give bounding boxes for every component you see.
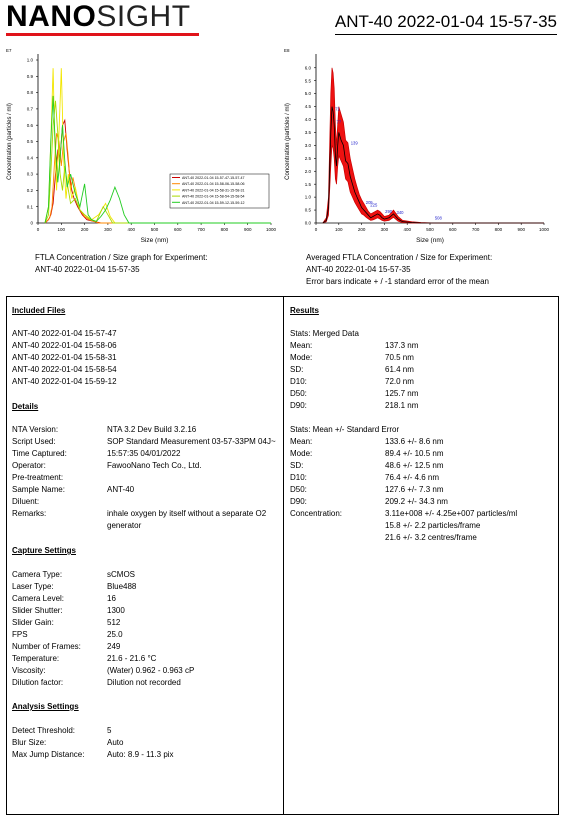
capture-value: sCMOS — [107, 570, 135, 579]
analysis-label: Blur Size: — [12, 738, 47, 747]
included-file: ANT-40 2022-01-04 15-58-54 — [12, 365, 117, 374]
y-tick-label: 0.3 — [26, 171, 33, 177]
capture-value: 1300 — [107, 606, 125, 615]
details-label: Diluent: — [12, 497, 40, 506]
details-value: inhale oxygen by itself without a separate O2 — [107, 509, 267, 518]
capture-label: Camera Type: — [12, 570, 63, 579]
x-tick-label: 700 — [471, 227, 480, 232]
y-tick-label: 3.0 — [304, 142, 311, 148]
x-tick-label: 500 — [150, 227, 159, 232]
x-tick-label: 100 — [335, 227, 343, 232]
capture-value: Dilution not recorded — [107, 678, 181, 687]
y-tick-label: 0.5 — [304, 207, 311, 213]
y-tick-label: 0.7 — [26, 106, 33, 112]
x-tick-label: 800 — [494, 227, 503, 232]
y-tick-label: 0.0 — [304, 220, 311, 226]
x-tick-label: 800 — [220, 227, 229, 232]
details-label: Script Used: — [12, 437, 56, 446]
nanosight-logo — [6, 2, 191, 32]
mean-stat-value: 127.6 +/- 7.3 nm — [385, 485, 444, 494]
x-tick-label: 500 — [426, 227, 434, 232]
averaged-ftla-chart-svg — [280, 48, 562, 250]
logo-bold-text: NANO — [6, 0, 97, 33]
y-tick-label: 5.5 — [304, 78, 311, 84]
y-tick-label: 1.0 — [26, 57, 33, 63]
legend-entry: ANT-40 2022-01-04 15-59-12-15-59-12 — [182, 200, 245, 205]
y-tick-label: 2.0 — [304, 168, 311, 174]
merged-stat-value: 137.3 nm — [385, 341, 419, 350]
peak-label: 340 — [396, 210, 404, 216]
y-tick-label: 0 — [30, 220, 33, 226]
capture-label: Number of Frames: — [12, 642, 81, 651]
capture-value: 25.0 — [107, 630, 123, 639]
right-caption-line-1: Averaged FTLA Concentration / Size for Experiment: — [306, 253, 493, 262]
ftla-size-chart-svg — [2, 48, 280, 250]
details-value: generator — [107, 521, 142, 530]
x-axis-label: Size (nm) — [416, 237, 444, 244]
x-tick-label: 700 — [197, 227, 205, 232]
analysis-settings-heading: Analysis Settings — [12, 702, 79, 711]
mean-stat-label: Mean: — [290, 437, 313, 446]
legend-entry: ANT-40 2022-01-04 15-58-31-15-58-31 — [182, 188, 245, 193]
mean-stat-label: Concentration: — [290, 509, 343, 518]
merged-stat-label: D90: — [290, 401, 307, 410]
mean-stat-label: SD: — [290, 461, 304, 470]
details-label: Sample Name: — [12, 485, 65, 494]
capture-label: FPS — [12, 630, 28, 639]
mean-stat-value: 21.6 +/- 3.2 centres/frame — [385, 533, 477, 542]
details-label: Time Captured: — [12, 449, 67, 458]
y-tick-label: 5.0 — [304, 91, 311, 97]
capture-value: 512 — [107, 618, 121, 627]
analysis-value: 5 — [107, 726, 112, 735]
details-value: NTA 3.2 Dev Build 3.2.16 — [107, 425, 197, 434]
y-tick-label: 1.0 — [304, 194, 311, 200]
y-tick-label: 0.9 — [26, 73, 33, 79]
capture-label: Dilution factor: — [12, 678, 64, 687]
x-tick-label: 300 — [104, 227, 112, 232]
ftla-size-chart — [2, 48, 280, 250]
mean-stat-value: 48.6 +/- 12.5 nm — [385, 461, 444, 470]
panel-divider — [283, 296, 284, 815]
details-label: Pre-treatment: — [12, 473, 64, 482]
peak-label: 205 — [365, 199, 373, 205]
merged-stat-label: Mean: — [290, 341, 313, 350]
y-tick-label: 4.5 — [304, 104, 311, 110]
y-tick-label: 2.5 — [304, 155, 311, 161]
merged-stats-title: Stats: Merged Data — [290, 329, 359, 338]
mean-stat-value: 15.8 +/- 2.2 particles/frame — [385, 521, 481, 530]
peak-label: 225 — [370, 202, 378, 208]
mean-stat-value: 89.4 +/- 10.5 nm — [385, 449, 444, 458]
y-tick-label: 4.0 — [304, 117, 311, 123]
x-tick-label: 0 — [314, 227, 318, 232]
merged-stat-value: 61.4 nm — [385, 365, 414, 374]
y-axis-label: Concentration (particles / ml) — [285, 103, 291, 180]
mean-stats-title: Stats: Mean +/- Standard Error — [290, 425, 400, 434]
mean-stat-value: 76.4 +/- 4.6 nm — [385, 473, 440, 482]
logo-light-text: SIGHT — [96, 0, 191, 33]
error-band — [323, 68, 544, 223]
capture-value: 249 — [107, 642, 121, 651]
y-tick-label: 3.5 — [304, 130, 311, 136]
x-tick-label: 400 — [403, 227, 411, 232]
merged-stat-value: 72.0 nm — [385, 377, 414, 386]
analysis-label: Max Jump Distance: — [12, 750, 85, 759]
capture-settings-heading: Capture Settings — [12, 546, 77, 555]
mean-stat-label: D90: — [290, 497, 307, 506]
capture-value: (Water) 0.962 - 0.963 cP — [107, 666, 195, 675]
y-tick-label: 0.8 — [26, 90, 33, 96]
experiment-title: ANT-40 2022-01-04 15-57-35 — [335, 12, 557, 35]
right-caption-line-2: ANT-40 2022-01-04 15-57-35 — [306, 265, 411, 274]
merged-stat-label: D10: — [290, 377, 307, 386]
included-file: ANT-40 2022-01-04 15-58-06 — [12, 341, 117, 350]
x-tick-label: 0 — [36, 227, 40, 232]
included-file: ANT-40 2022-01-04 15-59-12 — [12, 377, 117, 386]
merged-stat-label: D50: — [290, 389, 307, 398]
capture-value: 16 — [107, 594, 116, 603]
analysis-label: Detect Threshold: — [12, 726, 75, 735]
y-tick-label: 1.5 — [304, 181, 311, 187]
merged-stat-label: SD: — [290, 365, 304, 374]
mean-stat-label: D50: — [290, 485, 307, 494]
details-label: Operator: — [12, 461, 46, 470]
merged-stat-value: 70.5 nm — [385, 353, 414, 362]
mean-stat-value: 209.2 +/- 34.3 nm — [385, 497, 448, 506]
mean-line — [323, 107, 544, 223]
y-tick-label: 0.2 — [26, 188, 33, 193]
capture-label: Camera Level: — [12, 594, 65, 603]
right-caption-line-3: Error bars indicate + / -1 standard error of the mean — [306, 277, 489, 286]
capture-value: Blue488 — [107, 582, 137, 591]
merged-stat-label: Mode: — [290, 353, 313, 362]
x-tick-label: 100 — [57, 227, 66, 232]
analysis-value: Auto: 8.9 - 11.3 pix — [107, 750, 174, 759]
legend-entry: ANT-40 2022-01-04 15-57-47-15-57-47 — [182, 176, 245, 180]
y-tick-label: 0.4 — [26, 155, 33, 161]
mean-stat-label: D10: — [290, 473, 307, 482]
y-tick-label: 6.0 — [304, 65, 311, 71]
x-tick-label: 200 — [357, 227, 366, 232]
x-tick-label: 200 — [80, 227, 89, 232]
x-tick-label: 600 — [174, 227, 182, 232]
details-value: SOP Standard Measurement 03-57-33PM 04J~ — [107, 437, 276, 446]
averaged-ftla-chart — [280, 48, 562, 250]
capture-label: Temperature: — [12, 654, 60, 663]
legend-entry: ANT-40 2022-01-04 15-58-54-15-58-54 — [182, 194, 245, 199]
peak-label: 290 — [385, 208, 393, 214]
x-tick-label: 900 — [517, 227, 525, 232]
included-files-heading: Included Files — [12, 306, 66, 315]
merged-stat-value: 218.1 nm — [385, 401, 419, 410]
x-axis-label: Size (nm) — [140, 237, 169, 244]
capture-label: Slider Gain: — [12, 618, 54, 627]
details-value: ANT-40 — [107, 485, 135, 494]
details-label: NTA Version: — [12, 425, 59, 434]
capture-label: Laser Type: — [12, 582, 54, 591]
capture-value: 21.6 - 21.6 °C — [107, 654, 157, 663]
y-axis-label: Concentration (particles / ml) — [7, 103, 13, 180]
y-tick-label: 0.1 — [26, 204, 33, 210]
included-file: ANT-40 2022-01-04 15-57-47 — [12, 329, 117, 338]
mean-stat-value: 133.6 +/- 8.6 nm — [385, 437, 444, 446]
results-heading: Results — [290, 306, 319, 315]
left-caption-line-2: ANT-40 2022-01-04 15-57-35 — [35, 265, 140, 274]
details-value: FawooNano Tech Co., Ltd. — [107, 461, 202, 470]
mean-stat-value: 3.11e+008 +/- 4.25e+007 particles/ml — [385, 509, 518, 518]
peak-label: 139 — [350, 140, 358, 146]
peak-label: 508 — [434, 215, 442, 221]
logo-underline — [6, 33, 199, 36]
y-tick-label: 0.5 — [26, 139, 33, 145]
analysis-value: Auto — [107, 738, 124, 747]
x-tick-label: 300 — [380, 227, 389, 232]
capture-label: Viscosity: — [12, 666, 46, 675]
mean-stat-label: Mode: — [290, 449, 313, 458]
details-heading: Details — [12, 402, 39, 411]
merged-stat-value: 125.7 nm — [385, 389, 419, 398]
x-tick-label: 400 — [127, 227, 135, 232]
axis-exponent-label: E8 — [284, 48, 290, 53]
x-tick-label: 1000 — [265, 227, 277, 232]
capture-label: Slider Shutter: — [12, 606, 63, 615]
left-caption-line-1: FTLA Concentration / Size graph for Experiment: — [35, 253, 208, 262]
legend-entry: ANT-40 2022-01-04 15-58-06-15-58-06 — [182, 182, 245, 187]
details-value: 15:57:35 04/01/2022 — [107, 449, 181, 458]
x-tick-label: 900 — [243, 227, 252, 232]
y-tick-label: 0.6 — [26, 122, 33, 128]
peak-label: 77 — [336, 119, 342, 125]
axis-exponent-label: E7 — [6, 48, 12, 53]
x-tick-label: 600 — [449, 227, 457, 232]
details-label: Remarks: — [12, 509, 47, 518]
included-file: ANT-40 2022-01-04 15-58-31 — [12, 353, 117, 362]
peak-label: 71 — [335, 106, 340, 112]
x-tick-label: 1000 — [538, 227, 550, 232]
